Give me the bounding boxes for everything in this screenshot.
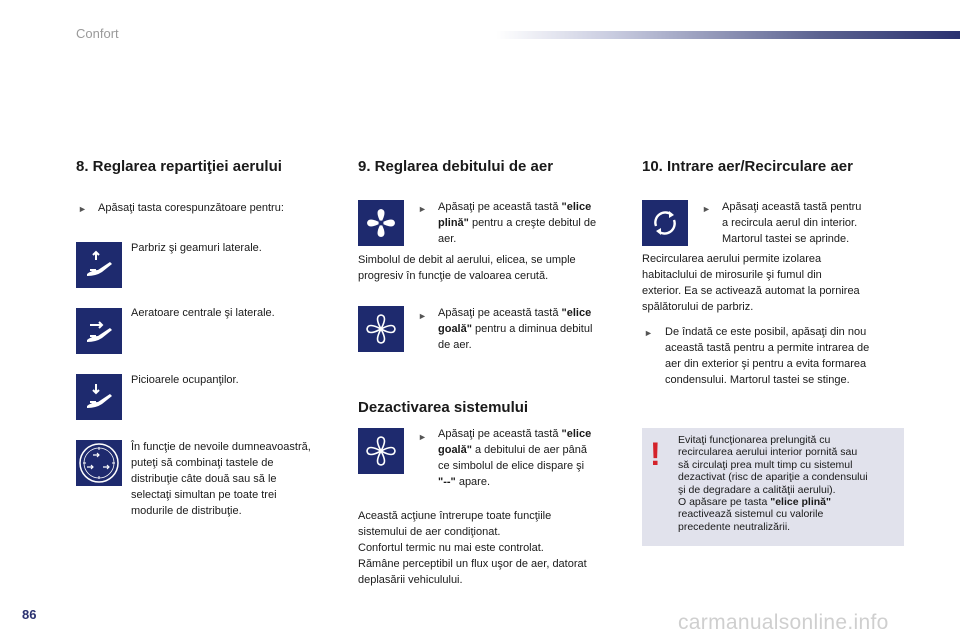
bullet-icon: ► (644, 328, 653, 338)
fan-full-icon (358, 200, 404, 246)
section-title-air-flow: 9. Reglarea debitului de aer (358, 158, 554, 175)
recirculation-icon (642, 200, 688, 246)
header-bar (496, 31, 960, 39)
section-title-deactivation: Dezactivarea sistemului (358, 399, 529, 416)
item-windscreen: Parbriz şi geamuri laterale. (131, 242, 262, 254)
item-footwell: Picioarele ocupanţilor. (131, 374, 239, 386)
recirculation-instruction: Apăsaţi această tastă pentru a recircula aerul din interior. Martorul tastei se aprinde. (722, 201, 862, 245)
intro-text: Apăsaţi tasta corespunzătoare pentru: (98, 202, 284, 214)
combined-distribution-dial-icon (76, 440, 122, 486)
bullet-icon: ► (418, 311, 427, 321)
fan-increase-instruction: Apăsaţi pe această tastă "elice plină" pentru a creşte debitul de aer. (438, 201, 597, 245)
section-header: Confort (76, 26, 119, 41)
footwell-distribution-icon (76, 374, 122, 420)
fan-decrease-instruction: Apăsaţi pe această tastă "elice goală" pentru a diminua debitul de aer. (438, 307, 593, 351)
bullet-icon: ► (418, 432, 427, 442)
page-number: 86 (22, 607, 37, 622)
fan-empty-icon (358, 306, 404, 352)
bullet-icon: ► (78, 204, 87, 214)
watermark: carmanualsonline.info (678, 611, 889, 634)
warning-exclamation-icon: ! (650, 436, 661, 472)
warning-note-text: Evitaţi funcţionarea prelungită cu recircularea aerului interior pornită sau să circulaţi prea mult timp cu sistemul dezactivat (risc de apariţie a condensului şi de degradare a calităţii aerului). O apăsare pe tasta "elice plină" reactivează sistemul cu valorile precedente neutralizării. (678, 434, 868, 533)
section-title-air-distribution: 8. Reglarea repartiţiei aerului (76, 158, 282, 175)
item-combined: În funcţie de nevoile dumneavoastră, puteţi să combinaţi tastele de distribuţie câte două sau să le selectaţi simultan pe toate trei modurile de distribuţie. (131, 441, 311, 517)
bullet-icon: ► (418, 204, 427, 214)
recirculation-off-instruction: De îndată ce este posibil, apăsaţi din nou această tastă pentru a permite intrarea de aer din exterior şi pentru a evita formarea condensului. Martorul tastei se stinge. (665, 326, 870, 386)
windscreen-distribution-icon (76, 242, 122, 288)
fan-empty-off-icon (358, 428, 404, 474)
vents-distribution-icon (76, 308, 122, 354)
section-title-recirculation: 10. Intrare aer/Recirculare aer (642, 158, 853, 175)
item-vents: Aeratoare centrale şi laterale. (131, 307, 275, 319)
recirculation-description: Recircularea aerului permite izolarea habitaclului de mirosurile şi fumul din exterior. Ea se activează automat la pornirea spălătorului de parbriz. (642, 253, 860, 313)
fan-description: Simbolul de debit al aerului, elicea, se umple progresiv în funcţie de valoarea cerută. (358, 254, 576, 282)
deactivation-instruction: Apăsaţi pe această tastă "elice goală" a debitului de aer până ce simbolul de elice dispare şi "--" apare. (438, 428, 592, 488)
bullet-icon: ► (702, 204, 711, 214)
deactivation-description: Această acţiune întrerupe toate funcţiile sistemului de aer condiţionat. Confortul termic nu mai este controlat. Rămâne perceptibil un flux uşor de aer, datorat deplasării vehiculului. (358, 510, 587, 586)
